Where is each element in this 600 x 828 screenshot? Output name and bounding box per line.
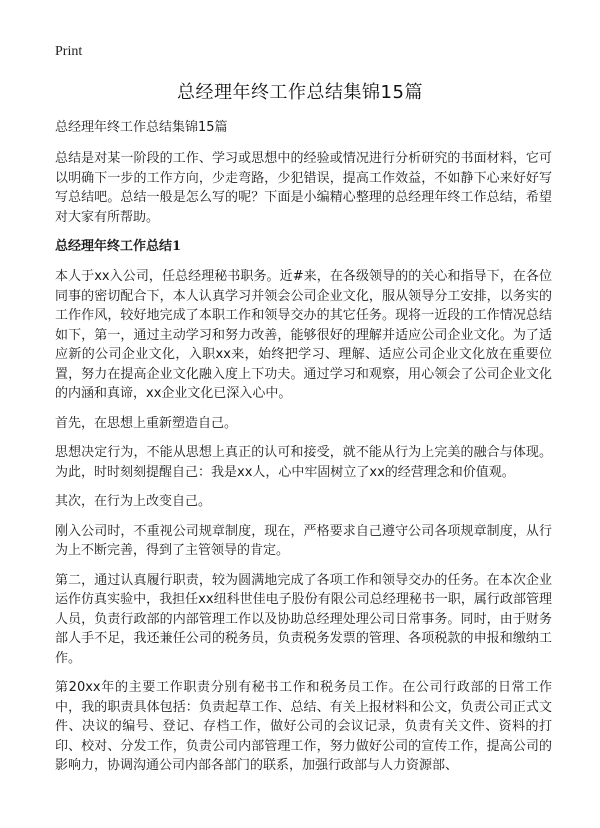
- body-paragraph: 第二，通过认真履行职责，较为圆满地完成了各项工作和领导交办的任务。在本次企业运作仿真实验中，我担任xx纽科世佳电子股份有限公司总经理秘书一职，属行政部管理人员，负责行政部的内部管理工作以及协助总经理处理公司日常事务。同时，由于财务部人手不足，我还兼任公司的税务员，负责税务发票的管理、各项税款的申报和缴纳工作。: [55, 572, 552, 666]
- body-paragraph: 本人于xx入公司，任总经理秘书职务。近#来，在各级领导的的关心和指导下，在各位同事的密切配合下，本人认真学习并领会公司企业文化，服从领导分工安排，以务实的工作作风，较好地完成了本职工作和领导交办的其它任务。现将一近段的工作情况总结如下，第一，通过主动学习和努力改善，能够很好的理解并适应公司企业文化。为了适应新的公司企业文化，入职xx来，始终把学习、理解、适应公司企业文化放在重要位置，努力在提高企业文化融入度上下功夫。通过学习和观察，用心领会了公司企业文化的内涵和真谛，xx企业文化已深入心中。: [55, 269, 552, 401]
- document-body: [55, 118, 552, 786]
- body-paragraph: 第20xx年的主要工作职责分别有秘书工作和税务员工作。在公司行政部的日常工作中，我的职责具体包括：负责起草工作、总结、有关上报材料和公文，负责公司正式文件、决议的编号、登记、存档工作，做好公司的会议记录，负责有关文件、资料的打印、校对、分发工作，负责公司内部管理工作，努力做好公司的宣传工作，提高公司的影响力，协调沟通公司内部各部门的联系，加强行政部与人力资源部、: [55, 680, 552, 773]
- document-title: 总经理年终工作总结集锦15篇: [177, 82, 423, 103]
- body-paragraph: 刚入公司时，不重视公司规章制度，现在，严格要求自己遵守公司各项规章制度，从行为上不断完善，得到了主管领导的肯定。: [55, 523, 552, 558]
- body-paragraph: 其次，在行为上改变自己。: [55, 494, 212, 509]
- intro-paragraph: 总结是对某一阶段的工作、学习或思想中的经验或情况进行分析研究的书面材料，它可以明确下一步的工作方向，少走弯路，少犯错误，提高工作效益，不如静下心来好好写写总结吧。总结一般是怎么写的呢？下面是小编精心整理的总经理年终工作总结，希望对大家有所帮助。: [55, 151, 552, 225]
- body-paragraph: 首先，在思想上重新塑造自己。: [55, 415, 238, 431]
- print-link[interactable]: Print: [55, 44, 83, 59]
- document-subtitle: 总经理年终工作总结集锦15篇: [55, 120, 228, 135]
- body-paragraph: 思想决定行为，不能从思想上真正的认可和接受，就不能从行为上完美的融合与体现。为此，时时刻刻提醒自己：我是xx人，心中牢固树立了xx的经营理念和价值观。: [55, 445, 552, 480]
- section-heading: 总经理年终工作总结1: [55, 239, 182, 254]
